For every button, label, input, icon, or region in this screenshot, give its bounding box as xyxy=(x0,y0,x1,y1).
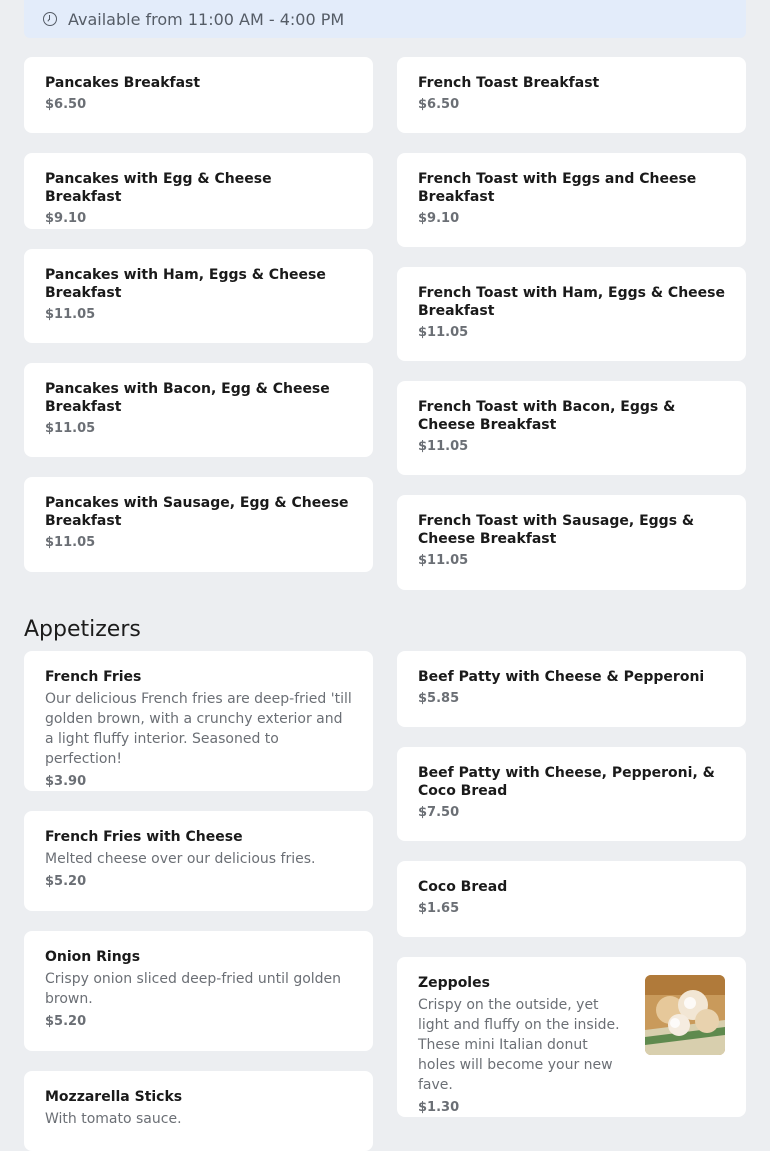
menu-item-card[interactable] xyxy=(24,249,373,343)
item-name: Coco Bread xyxy=(418,879,508,895)
menu-item-card[interactable] xyxy=(397,495,746,590)
item-price: $5.85 xyxy=(418,691,460,706)
menu-item-card[interactable] xyxy=(24,153,373,229)
item-name: Pancakes Breakfast xyxy=(45,75,201,91)
item-name: Mozzarella Sticks xyxy=(45,1089,183,1105)
zeppoles-photo xyxy=(645,975,725,1055)
item-name: French Fries with Cheese xyxy=(45,829,243,845)
item-price: $11.05 xyxy=(418,553,469,568)
item-name: French Toast with Eggs and Cheese Breakfast xyxy=(418,171,697,205)
availability-banner xyxy=(24,0,746,38)
menu-item-card[interactable] xyxy=(24,1071,373,1151)
menu-item-card[interactable] xyxy=(24,651,373,791)
item-name: Pancakes with Bacon, Egg & Cheese Breakfast xyxy=(45,381,330,415)
item-price: $9.10 xyxy=(45,211,87,226)
menu-item-card[interactable] xyxy=(24,811,373,911)
menu-item-card[interactable] xyxy=(397,267,746,361)
item-name: Pancakes with Ham, Eggs & Cheese Breakfast xyxy=(45,267,326,301)
item-price: $6.50 xyxy=(418,97,460,112)
menu-item-card[interactable] xyxy=(24,931,373,1051)
item-description: Our delicious French fries are deep-fried 'till golden brown, with a crunchy exterior and a light fluffy interior. Seasoned to perfection! xyxy=(45,691,352,767)
item-name: Zeppoles xyxy=(418,975,490,991)
item-price: $1.30 xyxy=(418,1100,460,1115)
item-price: $11.05 xyxy=(418,439,469,454)
clock-icon xyxy=(43,12,57,26)
menu-item-card[interactable] xyxy=(24,57,373,133)
availability-text: Available from 11:00 AM - 4:00 PM xyxy=(68,9,345,29)
item-price: $7.50 xyxy=(418,805,460,820)
item-name: French Fries xyxy=(45,669,142,685)
item-price: $3.90 xyxy=(45,774,87,789)
item-price: $9.10 xyxy=(418,211,460,226)
item-price: $1.65 xyxy=(418,901,460,916)
item-name: Beef Patty with Cheese, Pepperoni, & Coco Bread xyxy=(418,765,715,799)
item-name: French Toast with Sausage, Eggs & Cheese Breakfast xyxy=(418,513,695,547)
item-price: $11.05 xyxy=(418,325,469,340)
item-name: Beef Patty with Cheese & Pepperoni xyxy=(418,669,705,685)
item-name: French Toast with Bacon, Eggs & Cheese Breakfast xyxy=(418,399,676,433)
item-description: Crispy on the outside, yet light and fluffy on the inside. These mini Italian donut holes will become your new fave. xyxy=(418,997,620,1093)
item-name: French Toast Breakfast xyxy=(418,75,600,91)
menu-item-card[interactable] xyxy=(397,381,746,475)
item-name: French Toast with Ham, Eggs & Cheese Breakfast xyxy=(418,285,725,319)
item-description: With tomato sauce. xyxy=(45,1111,182,1127)
item-name: Onion Rings xyxy=(45,949,141,965)
item-description: Melted cheese over our delicious fries. xyxy=(45,851,316,867)
item-name: Pancakes with Sausage, Egg & Cheese Breakfast xyxy=(45,495,349,529)
item-description: Crispy onion sliced deep-fried until golden brown. xyxy=(45,971,342,1007)
section-title-appetizers: Appetizers xyxy=(24,617,141,642)
item-price: $5.20 xyxy=(45,1014,87,1029)
item-price: $5.20 xyxy=(45,874,87,889)
menu-item-card[interactable] xyxy=(24,363,373,457)
menu-item-card[interactable] xyxy=(397,651,746,727)
menu-item-card[interactable] xyxy=(397,57,746,133)
menu-item-card[interactable] xyxy=(397,153,746,247)
menu-item-card[interactable] xyxy=(24,477,373,572)
item-price: $11.05 xyxy=(45,421,96,436)
menu-item-card[interactable] xyxy=(397,957,746,1117)
item-price: $11.05 xyxy=(45,307,96,322)
item-price: $6.50 xyxy=(45,97,87,112)
menu-item-card[interactable] xyxy=(397,861,746,937)
item-price: $11.05 xyxy=(45,535,96,550)
item-name: Pancakes with Egg & Cheese Breakfast xyxy=(45,171,272,205)
menu-item-card[interactable] xyxy=(397,747,746,841)
